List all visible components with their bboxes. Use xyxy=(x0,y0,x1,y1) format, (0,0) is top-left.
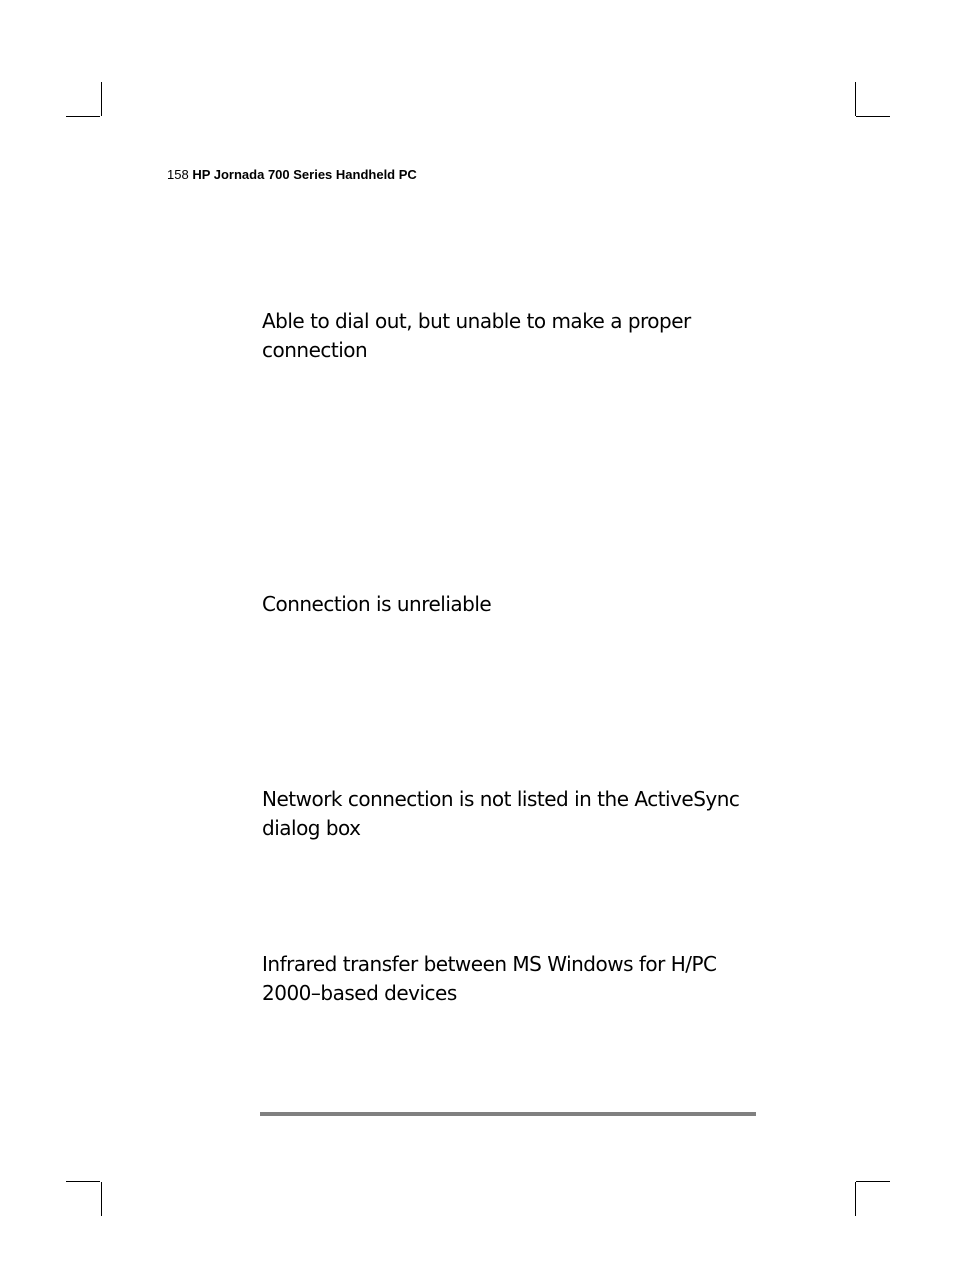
crop-mark xyxy=(856,1181,890,1182)
crop-mark xyxy=(856,116,890,117)
crop-mark xyxy=(66,1181,100,1182)
crop-mark xyxy=(855,82,856,116)
section-heading: Connection is unreliable xyxy=(262,592,492,616)
section-heading: Infrared transfer between MS Windows for H/PC 2000–based devices xyxy=(262,952,717,1005)
section-heading: Network connection is not listed in the ActiveSync dialog box xyxy=(262,787,740,840)
crop-mark xyxy=(66,116,100,117)
footer-rule xyxy=(260,1112,756,1116)
section-heading: Able to dial out, but unable to make a proper connection xyxy=(262,309,691,362)
book-title: HP Jornada 700 Series Handheld PC xyxy=(192,167,417,182)
running-header xyxy=(167,167,417,183)
crop-mark xyxy=(101,82,102,116)
page-number: 158 xyxy=(167,167,189,182)
crop-mark xyxy=(101,1182,102,1216)
crop-mark xyxy=(855,1182,856,1216)
